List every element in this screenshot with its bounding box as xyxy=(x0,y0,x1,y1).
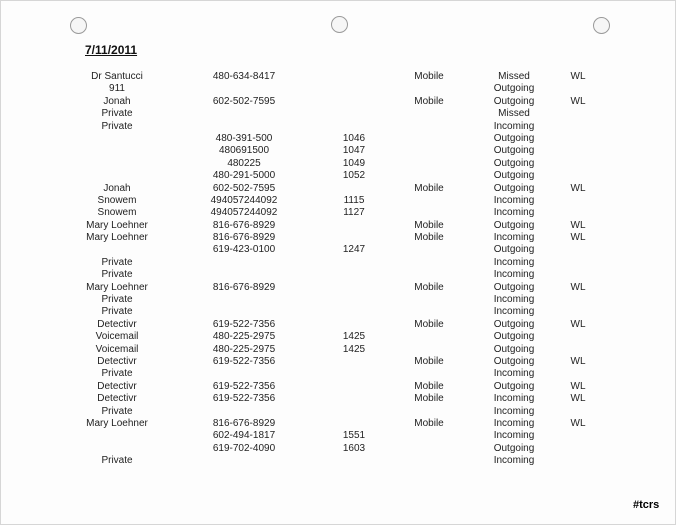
phone-type: Mobile xyxy=(414,219,444,231)
call-time: 1047 xyxy=(342,145,366,157)
phone-number: 816-676-8929 xyxy=(212,281,276,293)
call-direction: Incoming xyxy=(493,194,535,206)
call-direction: Missed xyxy=(498,71,530,82)
initials-code: WL xyxy=(570,219,586,231)
contact-name: Mary Loehner xyxy=(86,281,148,293)
table-row xyxy=(1,356,676,368)
table-row xyxy=(1,133,676,145)
contact-name: Jonah xyxy=(103,182,131,194)
phone-number: 602-494-1817 xyxy=(212,430,276,442)
phone-number: 816-676-8929 xyxy=(212,219,276,231)
call-direction: Incoming xyxy=(493,393,535,405)
contact-name: Private xyxy=(101,269,133,281)
call-direction: Outgoing xyxy=(493,244,535,256)
call-direction: Outgoing xyxy=(493,83,535,95)
table-row xyxy=(1,145,676,157)
initials-code: WL xyxy=(570,281,586,293)
initials-code: WL xyxy=(570,417,586,429)
call-direction: Outgoing xyxy=(493,132,535,144)
call-time: 1603 xyxy=(342,442,366,454)
phone-number: 494057244092 xyxy=(210,207,278,219)
initials-code: WL xyxy=(570,355,586,367)
phone-type: Mobile xyxy=(414,393,444,405)
contact-name: Detectivr xyxy=(97,380,137,392)
phone-number: 619-423-0100 xyxy=(212,244,276,256)
table-row xyxy=(1,207,676,219)
initials-code: WL xyxy=(570,232,586,244)
call-time: 1046 xyxy=(342,132,366,144)
call-direction: Outgoing xyxy=(493,355,535,367)
phone-number: 494057244092 xyxy=(210,194,278,206)
contact-name: Private xyxy=(101,455,133,467)
phone-number: 480-391-500 xyxy=(215,132,273,144)
contact-name: Snowem xyxy=(97,207,137,219)
table-row xyxy=(1,83,676,95)
phone-type: Mobile xyxy=(414,182,444,194)
contact-name: Private xyxy=(101,120,133,132)
contact-name: Private xyxy=(101,306,133,318)
table-row xyxy=(1,306,676,318)
phone-number: 619-522-7356 xyxy=(212,380,276,392)
call-direction: Outgoing xyxy=(493,318,535,330)
table-row xyxy=(1,158,676,170)
table-row xyxy=(1,282,676,294)
call-direction: Incoming xyxy=(493,417,535,429)
table-row xyxy=(1,418,676,430)
call-direction: Outgoing xyxy=(493,170,535,182)
table-row xyxy=(1,257,676,269)
contact-name: Jonah xyxy=(103,95,131,107)
call-time: 1115 xyxy=(343,194,365,206)
call-direction: Outgoing xyxy=(493,281,535,293)
punch-hole-left xyxy=(70,17,87,34)
table-row xyxy=(1,71,676,83)
contact-name: Dr Santucci xyxy=(91,71,143,82)
call-direction: Outgoing xyxy=(493,219,535,231)
call-time: 1425 xyxy=(342,331,366,343)
call-direction: Incoming xyxy=(493,306,535,318)
call-direction: Incoming xyxy=(493,368,535,380)
table-row xyxy=(1,269,676,281)
phone-type: Mobile xyxy=(414,95,444,107)
table-row xyxy=(1,232,676,244)
phone-type: Mobile xyxy=(414,71,444,82)
phone-number: 480691500 xyxy=(218,145,270,157)
call-direction: Incoming xyxy=(493,405,535,417)
phone-number: 619-522-7356 xyxy=(212,393,276,405)
call-direction: Incoming xyxy=(493,430,535,442)
call-time: 1127 xyxy=(343,207,365,219)
table-row xyxy=(1,368,676,380)
call-direction: Outgoing xyxy=(493,380,535,392)
contact-name: Private xyxy=(101,256,133,268)
punch-hole-right xyxy=(593,17,610,34)
table-row xyxy=(1,195,676,207)
phone-number: 480-225-2975 xyxy=(212,343,276,355)
phone-number: 619-522-7356 xyxy=(212,355,276,367)
initials-code: WL xyxy=(570,393,586,405)
table-row xyxy=(1,183,676,195)
contact-name: Detectivr xyxy=(97,318,137,330)
contact-name: Private xyxy=(101,108,133,120)
initials-code: WL xyxy=(570,318,586,330)
contact-name: Detectivr xyxy=(97,355,137,367)
call-time: 1049 xyxy=(342,157,366,169)
contact-name: Private xyxy=(101,405,133,417)
call-direction: Incoming xyxy=(493,256,535,268)
contact-name: Private xyxy=(101,294,133,306)
table-row xyxy=(1,121,676,133)
call-direction: Incoming xyxy=(493,455,535,467)
contact-name: Voicemail xyxy=(95,343,139,355)
contact-name: Mary Loehner xyxy=(86,417,148,429)
table-row xyxy=(1,443,676,455)
phone-type: Mobile xyxy=(414,355,444,367)
call-direction: Missed xyxy=(498,108,530,120)
phone-number: 480-634-8417 xyxy=(212,71,276,82)
table-row xyxy=(1,393,676,405)
contact-name: Mary Loehner xyxy=(86,219,148,231)
hashtag-label: #tcrs xyxy=(633,499,660,511)
table-row xyxy=(1,430,676,442)
phone-type: Mobile xyxy=(414,318,444,330)
initials-code: WL xyxy=(570,380,586,392)
call-direction: Incoming xyxy=(493,120,535,132)
phone-number: 816-676-8929 xyxy=(212,232,276,244)
phone-type: Mobile xyxy=(414,417,444,429)
phone-number: 480-291-5000 xyxy=(212,170,276,182)
contact-name: 911 xyxy=(109,83,125,95)
table-row xyxy=(1,108,676,120)
table-row xyxy=(1,244,676,256)
phone-number: 480-225-2975 xyxy=(212,331,276,343)
call-direction: Incoming xyxy=(493,269,535,281)
call-time: 1425 xyxy=(342,343,366,355)
phone-number: 602-502-7595 xyxy=(212,95,276,107)
phone-number: 619-702-4090 xyxy=(212,442,276,454)
call-direction: Outgoing xyxy=(493,343,535,355)
call-direction: Incoming xyxy=(493,207,535,219)
phone-type: Mobile xyxy=(414,380,444,392)
contact-name: Voicemail xyxy=(95,331,139,343)
call-direction: Outgoing xyxy=(493,442,535,454)
initials-code: WL xyxy=(570,182,586,194)
contact-name: Mary Loehner xyxy=(86,232,148,244)
initials-code: WL xyxy=(570,71,586,82)
call-log-table xyxy=(1,71,676,468)
table-row xyxy=(1,294,676,306)
call-direction: Incoming xyxy=(493,232,535,244)
contact-name: Snowem xyxy=(97,194,137,206)
punch-hole-center xyxy=(331,16,348,33)
call-direction: Outgoing xyxy=(493,95,535,107)
call-direction: Outgoing xyxy=(493,157,535,169)
table-row xyxy=(1,455,676,467)
call-direction: Outgoing xyxy=(493,331,535,343)
contact-name: Private xyxy=(101,368,133,380)
call-time: 1052 xyxy=(342,170,366,182)
phone-number: 816-676-8929 xyxy=(212,417,276,429)
phone-type: Mobile xyxy=(414,281,444,293)
phone-number: 480225 xyxy=(227,157,261,169)
table-row xyxy=(1,381,676,393)
table-row xyxy=(1,331,676,343)
initials-code: WL xyxy=(570,95,586,107)
table-row xyxy=(1,170,676,182)
call-time: 1247 xyxy=(342,244,366,256)
log-date: 7/11/2011 xyxy=(85,43,138,57)
call-direction: Outgoing xyxy=(493,145,535,157)
table-row xyxy=(1,96,676,108)
table-row xyxy=(1,406,676,418)
phone-number: 602-502-7595 xyxy=(212,182,276,194)
table-row xyxy=(1,319,676,331)
phone-number: 619-522-7356 xyxy=(212,318,276,330)
table-row xyxy=(1,220,676,232)
phone-type: Mobile xyxy=(414,232,444,244)
call-direction: Incoming xyxy=(493,294,535,306)
call-time: 1551 xyxy=(342,430,366,442)
table-row xyxy=(1,344,676,356)
call-direction: Outgoing xyxy=(493,182,535,194)
contact-name: Detectivr xyxy=(97,393,137,405)
